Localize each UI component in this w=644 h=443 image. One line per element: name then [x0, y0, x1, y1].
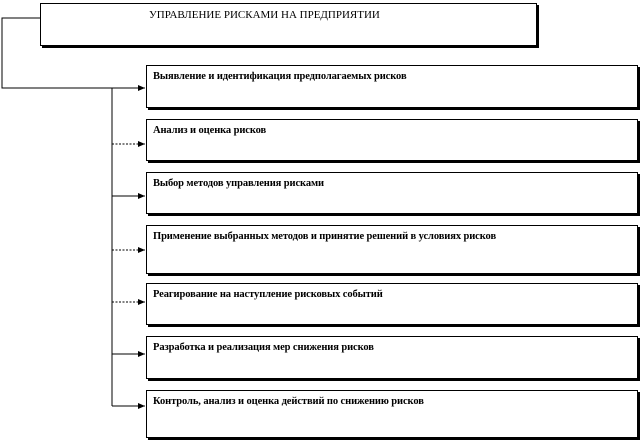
title-text: УПРАВЛЕНИЕ РИСКАМИ НА ПРЕДПРИЯТИИ: [149, 9, 380, 21]
step-box-5: [146, 283, 638, 325]
step-label: Разработка и реализация мер снижения рисков: [153, 342, 374, 353]
title-box: [40, 3, 537, 46]
step-label: Реагирование на наступление рисковых событий: [153, 289, 383, 300]
step-label: Выбор методов управления рисками: [153, 178, 324, 189]
step-box-2: [146, 119, 638, 161]
step-box-4: [146, 225, 638, 274]
step-label: Анализ и оценка рисков: [153, 125, 267, 136]
step-box-6: [146, 336, 638, 379]
step-label: Контроль, анализ и оценка действий по снижению рисков: [153, 396, 424, 407]
step-label: Применение выбранных методов и принятие решений в условиях рисков: [153, 231, 497, 242]
step-box-1: [146, 65, 638, 108]
step-label: Выявление и идентификация предполагаемых рисков: [153, 71, 407, 82]
step-box-3: [146, 172, 638, 214]
step-box-7: [146, 390, 638, 438]
